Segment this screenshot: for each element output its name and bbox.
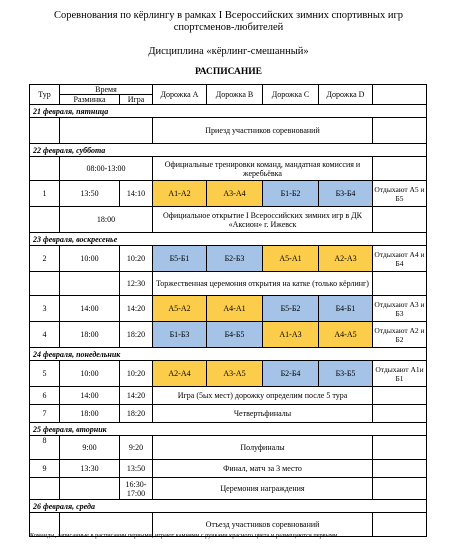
event-cell: Торжественная церемония открытия на катке (только кёрлинг) (153, 272, 373, 296)
game-cell: 14:20 (120, 296, 153, 322)
rest-cell (373, 387, 427, 405)
col-warmup-header: Разминка (60, 95, 120, 105)
rest-cell (373, 157, 427, 181)
match-cell: А4-А5 (319, 322, 373, 348)
event-cell: Официальное открытие I Всероссийских зимних игр в ДК «Аксион» г. Ижевск (153, 207, 373, 233)
rest-cell (373, 460, 427, 478)
game-cell: 10:20 (120, 361, 153, 387)
game-cell: 10:20 (120, 246, 153, 272)
table-header-row (30, 85, 427, 95)
rest-cell (373, 436, 427, 460)
event-cell: Полуфиналы (153, 436, 373, 460)
game-cell: 9:20 (120, 436, 153, 460)
table-row (30, 157, 427, 181)
warmup-cell: 18:00 (60, 322, 120, 348)
match-cell: Б4-Б5 (207, 322, 263, 348)
match-cell: А3-А4 (207, 181, 263, 207)
col-a-header: Дорожка А (153, 85, 207, 105)
tour-cell: 3 (30, 296, 60, 322)
col-tour-header: Тур (30, 85, 60, 105)
match-cell: А3-А5 (207, 361, 263, 387)
match-cell: Б4-Б1 (319, 296, 373, 322)
schedule-heading: РАСПИСАНИЕ (195, 67, 262, 77)
day-label: 24 февраля, понедельник (30, 348, 427, 361)
tour-cell: 8 (30, 436, 60, 460)
event-cell: Церемония награждения (153, 478, 373, 500)
tour-cell (30, 157, 60, 181)
tour-cell: 6 (30, 387, 60, 405)
day-row (30, 233, 427, 246)
tour-cell: 7 (30, 405, 60, 423)
table-row (30, 296, 427, 322)
time-cell: 18:00 (60, 207, 153, 233)
tour-cell (30, 207, 60, 233)
rest-cell: Отдыхают А5 и Б5 (373, 181, 427, 207)
event-cell: Игра (5ых мест) дорожку определим после 5 тура (153, 387, 373, 405)
warmup-cell: 10:00 (60, 361, 120, 387)
event-cell: Официальные тренировки команд, мандатная комиссия и жеребьёвка (153, 157, 373, 181)
schedule-table (29, 84, 427, 537)
rest-cell: Отдыхают А1и Б1 (373, 361, 427, 387)
game-cell: 14:20 (120, 387, 153, 405)
col-b-header: Дорожка В (207, 85, 263, 105)
col-rest-header (373, 85, 427, 105)
day-label: 25 февраля, вторник (30, 423, 427, 436)
day-row (30, 500, 427, 513)
match-cell: Б5-Б1 (153, 246, 207, 272)
match-cell: А2-А4 (153, 361, 207, 387)
event-cell: Приезд участников соревнований (153, 118, 373, 144)
tour-cell (30, 118, 60, 144)
day-label: 21 февраля, пятница (30, 105, 427, 118)
warmup-cell: 14:00 (60, 296, 120, 322)
col-time-header: Время (60, 85, 153, 95)
table-row (30, 322, 427, 348)
match-cell: Б1-Б2 (263, 181, 319, 207)
warmup-cell: 13:50 (60, 181, 120, 207)
table-row (30, 478, 427, 500)
tour-cell: 2 (30, 246, 60, 272)
match-cell: Б3-Б4 (319, 181, 373, 207)
tour-cell (30, 478, 60, 500)
rest-cell (373, 272, 427, 296)
warmup-cell: 13:30 (60, 460, 120, 478)
rest-cell (373, 478, 427, 500)
game-cell: 16:30-17:00 (120, 478, 153, 500)
rest-cell: Отдыхают А2 и Б2 (373, 322, 427, 348)
col-c-header: Дорожка С (263, 85, 319, 105)
title-line-2: спортсменов-любителей (173, 22, 284, 33)
match-cell: А1-А3 (263, 322, 319, 348)
rest-cell (373, 118, 427, 144)
match-cell: Б2-Б4 (263, 361, 319, 387)
warmup-cell: 14:00 (60, 387, 120, 405)
game-cell: 18:20 (120, 322, 153, 348)
table-row (30, 361, 427, 387)
time-cell (60, 118, 153, 144)
day-row (30, 105, 427, 118)
table-row (30, 460, 427, 478)
warmup-cell (60, 272, 120, 296)
col-d-header: Дорожка D (319, 85, 373, 105)
match-cell: А5-А2 (153, 296, 207, 322)
table-row (30, 405, 427, 423)
table-row (30, 207, 427, 233)
rest-cell (373, 405, 427, 423)
tour-cell: 1 (30, 181, 60, 207)
event-cell: Четвертьфиналы (153, 405, 373, 423)
match-cell: Б1-Б3 (153, 322, 207, 348)
match-cell: А2-А3 (319, 246, 373, 272)
day-row (30, 144, 427, 157)
rest-cell: Отдыхают А3 и Б3 (373, 296, 427, 322)
table-row (30, 387, 427, 405)
event-cell: Финал, матч за 3 место (153, 460, 373, 478)
tour-cell: 4 (30, 322, 60, 348)
game-cell: 13:50 (120, 460, 153, 478)
day-row (30, 423, 427, 436)
col-game-header: Игра (120, 95, 153, 105)
day-label: 26 февраля, среда (30, 500, 427, 513)
title-line-1: Соревнования по кёрлингу в рамках I Всероссийских зимних спортивных игр (53, 10, 403, 21)
game-cell: 14:10 (120, 181, 153, 207)
match-cell: Б3-Б5 (319, 361, 373, 387)
table-row (30, 436, 427, 460)
game-cell: 12:30 (120, 272, 153, 296)
match-cell: А5-А1 (263, 246, 319, 272)
match-cell: А1-А2 (153, 181, 207, 207)
game-cell: 18:20 (120, 405, 153, 423)
table-row (30, 118, 427, 144)
warmup-cell: 10:00 (60, 246, 120, 272)
time-cell: 08:00-13:00 (60, 157, 153, 181)
rest-cell: Отдыхают А4 и Б4 (373, 246, 427, 272)
rest-cell (373, 207, 427, 233)
event-cell: Отъезд участников соревнований (153, 513, 373, 537)
table-row (30, 272, 427, 296)
match-cell: Б5-Б2 (263, 296, 319, 322)
table-row (30, 181, 427, 207)
warmup-cell (60, 478, 120, 500)
day-label: 23 февраля, воскресенье (30, 233, 427, 246)
match-cell: Б2-Б3 (207, 246, 263, 272)
table-row (30, 246, 427, 272)
tour-cell (30, 272, 60, 296)
match-cell: А4-А1 (207, 296, 263, 322)
day-row (30, 348, 427, 361)
footnote: Команды, записанные в расписании первыми, играют камнями с ручками красного цвета и размещаются первыми (30, 532, 338, 539)
tour-cell: 9 (30, 460, 60, 478)
warmup-cell: 9:00 (60, 436, 120, 460)
tour-cell: 5 (30, 361, 60, 387)
discipline-title: Дисциплина «кёрлинг-смешанный» (148, 46, 309, 57)
warmup-cell: 18:00 (60, 405, 120, 423)
day-label: 22 февраля, суббота (30, 144, 427, 157)
